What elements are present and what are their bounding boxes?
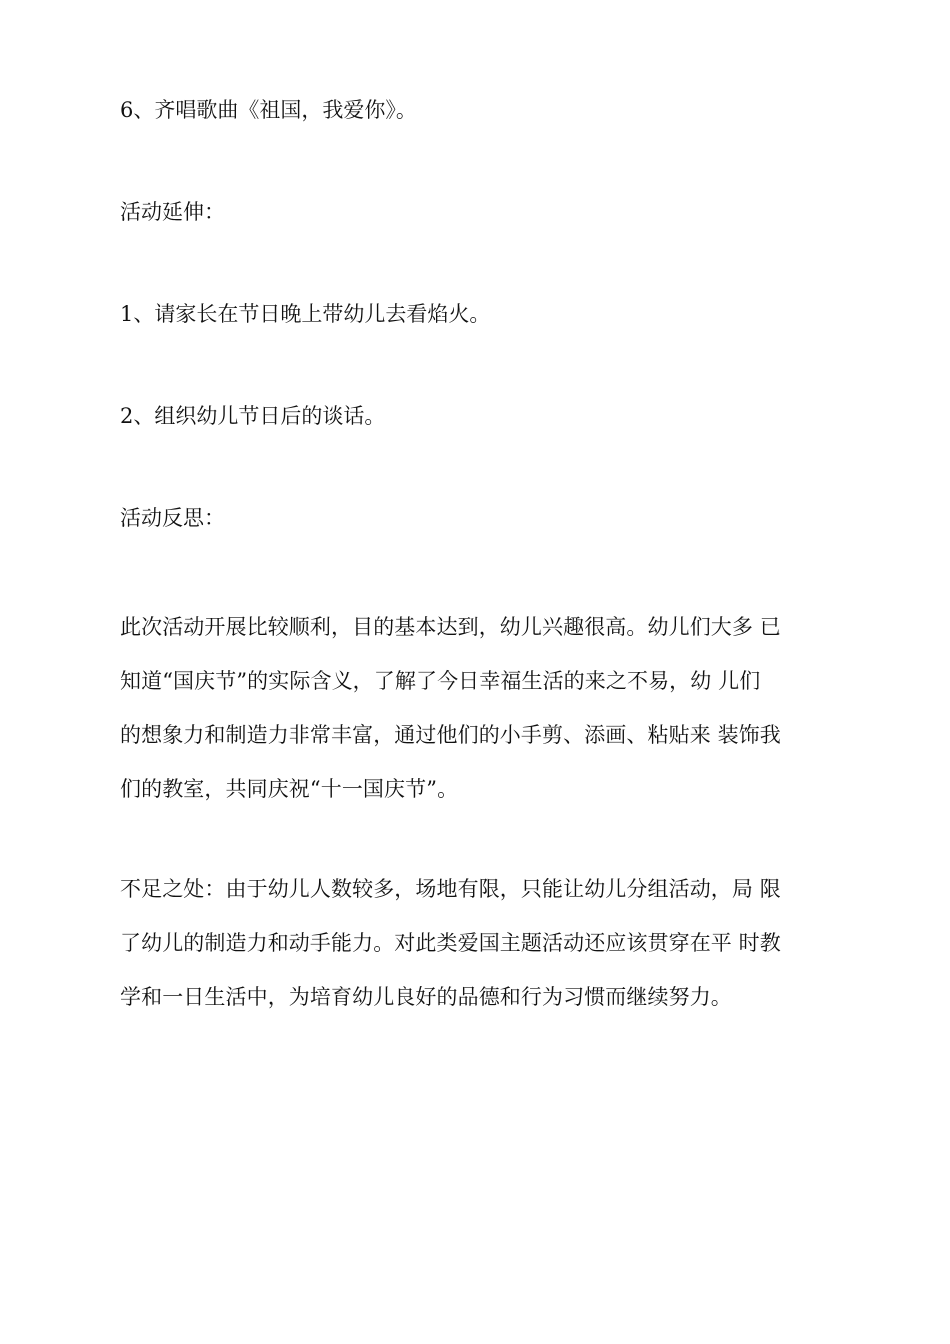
activity-item-6: 6、齐唱歌曲《祖国，我爱你》。 xyxy=(120,98,417,122)
extension-item-1: 1、请家长在节日晚上带幼儿去看焰火。 xyxy=(120,302,491,326)
shortcoming-paragraph xyxy=(120,862,850,1024)
extension-heading: 活动延伸： xyxy=(120,200,225,224)
reflection-paragraph xyxy=(120,600,850,816)
shortcoming-line-1: 不足之处：由于幼儿人数较多，场地有限，只能让幼儿分组活动，局 限 xyxy=(120,877,781,901)
reflection-line-3: 的想象力和制造力非常丰富，通过他们的小手剪、添画、粘贴来 装饰我 xyxy=(120,723,781,747)
reflection-line-2: 知道“国庆节”的实际含义，了解了今日幸福生活的来之不易，幼 儿们 xyxy=(120,669,761,693)
reflection-line-4: 们的教室，共同庆祝“十一国庆节”。 xyxy=(120,777,459,801)
extension-item-2: 2、组织幼儿节日后的谈话。 xyxy=(120,404,386,428)
shortcoming-line-2: 了幼儿的制造力和动手能力。对此类爱国主题活动还应该贯穿在平 时教 xyxy=(120,931,781,955)
shortcoming-line-3: 学和一日生活中，为培育幼儿良好的品德和行为习惯而继续努力。 xyxy=(120,985,732,1009)
reflection-line-1: 此次活动开展比较顺利，目的基本达到，幼儿兴趣很高。幼儿们大多 已 xyxy=(120,615,781,639)
reflection-heading: 活动反思： xyxy=(120,506,225,530)
